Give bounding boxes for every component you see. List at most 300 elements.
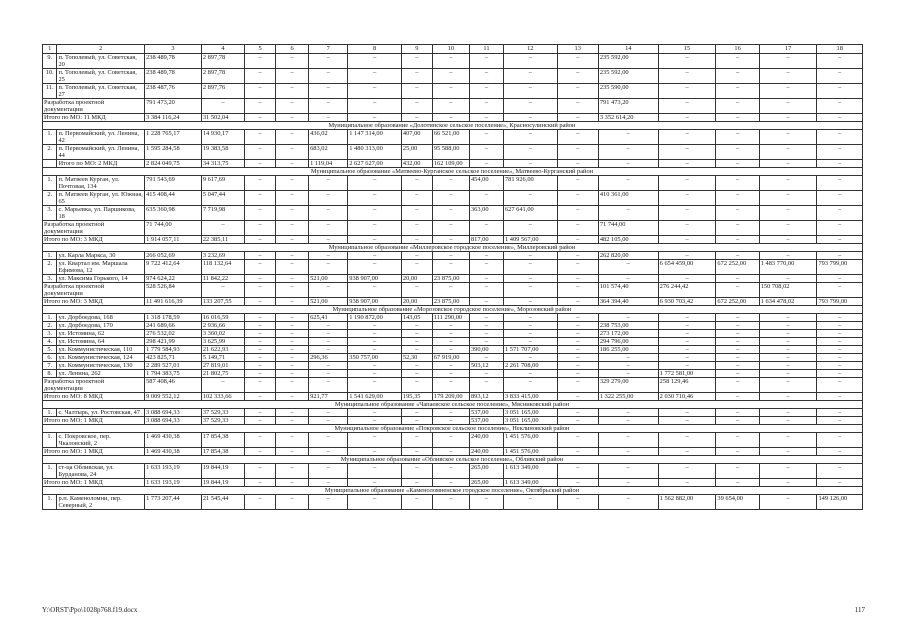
value-cell: 1 779 584,93: [145, 346, 202, 354]
value-cell: –: [658, 206, 716, 221]
row-number: 2.: [43, 260, 57, 275]
value-cell: –: [245, 370, 276, 378]
value-cell: –: [716, 433, 759, 448]
value-cell: –: [557, 260, 598, 275]
summary-row: [43, 448, 863, 456]
value-cell: 19 383,58: [201, 145, 244, 160]
value-cell: –: [716, 338, 759, 346]
value-cell: 1 480 313,00: [348, 145, 402, 160]
address-cell: п. Матвеев Курган, ул. Почтовая, 134: [57, 176, 145, 191]
value-cell: –: [245, 495, 276, 510]
value-cell: 781 926,00: [503, 176, 557, 191]
row-number: 10.: [43, 69, 57, 84]
value-cell: –: [557, 378, 598, 393]
value-cell: 258 129,46: [658, 378, 716, 393]
row-number: 3.: [43, 330, 57, 338]
value-cell: –: [716, 370, 759, 378]
value-cell: 37 529,33: [201, 417, 244, 425]
value-cell: –: [716, 176, 759, 191]
value-cell: 3 352 614,20: [598, 114, 658, 122]
value-cell: 3 088 694,33: [145, 409, 202, 417]
value-cell: –: [309, 236, 348, 244]
value-cell: –: [759, 252, 817, 260]
address-cell: п. Тополевый, ул. Советская, 20: [57, 54, 145, 69]
municipality-section-row: [43, 487, 863, 495]
value-cell: 265,00: [469, 464, 503, 479]
value-cell: 2 627 627,00: [348, 160, 402, 168]
value-cell: –: [557, 409, 598, 417]
value-cell: 1 469 430,38: [145, 448, 202, 456]
value-cell: –: [276, 370, 309, 378]
value-cell: –: [658, 448, 716, 456]
value-cell: –: [817, 69, 863, 84]
value-cell: –: [348, 409, 402, 417]
value-cell: –: [598, 314, 658, 322]
value-cell: 2 824 049,75: [145, 160, 202, 168]
value-cell: –: [432, 260, 469, 275]
value-cell: –: [598, 409, 658, 417]
value-cell: –: [348, 99, 402, 114]
value-cell: –: [557, 393, 598, 401]
value-cell: –: [658, 69, 716, 84]
value-cell: –: [503, 338, 557, 346]
value-cell: –: [348, 479, 402, 487]
value-cell: 195,35: [401, 393, 432, 401]
municipality-title: Муниципальное образование «Миллеровское городское поселение», Миллеровский район: [43, 244, 863, 252]
value-cell: –: [598, 417, 658, 425]
value-cell: –: [658, 54, 716, 69]
value-cell: –: [598, 433, 658, 448]
value-cell: –: [309, 370, 348, 378]
value-cell: 241 689,66: [145, 322, 202, 330]
value-cell: –: [348, 322, 402, 330]
address-cell: р.п. Каменоломни, пер. Северный, 2: [57, 495, 145, 510]
value-cell: –: [432, 417, 469, 425]
value-cell: 9 009 552,12: [145, 393, 202, 401]
value-cell: –: [503, 145, 557, 160]
value-cell: –: [276, 275, 309, 283]
value-cell: –: [348, 362, 402, 370]
value-cell: 415 408,44: [145, 191, 202, 206]
value-cell: 1 634 478,02: [759, 298, 817, 306]
address-cell: ул. Квартал им. Маршала Ефимова, 12: [57, 260, 145, 275]
value-cell: –: [309, 464, 348, 479]
municipality-title: Муниципальное образование «Чапаевское сельское поселение», Мясниковский район: [43, 401, 863, 409]
value-cell: –: [658, 314, 716, 322]
value-cell: –: [245, 298, 276, 306]
value-cell: –: [245, 409, 276, 417]
address-cell: ул. Истомина, 62: [57, 330, 145, 338]
table-row: [43, 330, 863, 338]
table-row: [43, 433, 863, 448]
municipality-section-row: [43, 122, 863, 130]
value-cell: –: [759, 191, 817, 206]
column-number: 15: [658, 45, 716, 54]
address-cell: п. Тополевый, ул. Советская, 27: [57, 84, 145, 99]
value-cell: –: [245, 433, 276, 448]
address-cell: ул. Дорбоедова, 170: [57, 322, 145, 330]
value-cell: –: [245, 464, 276, 479]
summary-row: [43, 417, 863, 425]
address-cell: п. Тополевый, ул. Советская, 25: [57, 69, 145, 84]
value-cell: –: [245, 448, 276, 456]
address-cell: ул. Коммунистическая, 124: [57, 354, 145, 362]
value-cell: –: [658, 433, 716, 448]
value-cell: –: [469, 283, 503, 298]
row-label: Разработка проектной документации: [43, 283, 145, 298]
value-cell: –: [817, 54, 863, 69]
value-cell: –: [276, 479, 309, 487]
value-cell: –: [401, 378, 432, 393]
value-cell: –: [245, 54, 276, 69]
value-cell: –: [245, 84, 276, 99]
value-cell: 1 409 567,00: [503, 236, 557, 244]
table-row: [43, 362, 863, 370]
value-cell: 1 595 284,58: [145, 145, 202, 160]
value-cell: –: [658, 354, 716, 362]
value-cell: 1 571 707,00: [503, 346, 557, 354]
value-cell: –: [401, 346, 432, 354]
value-cell: –: [598, 260, 658, 275]
value-cell: 2 030 710,46: [658, 393, 716, 401]
value-cell: –: [469, 191, 503, 206]
value-cell: 34 313,75: [201, 160, 244, 168]
value-cell: 683,02: [309, 145, 348, 160]
value-cell: 3 232,69: [201, 252, 244, 260]
value-cell: –: [658, 84, 716, 99]
value-cell: –: [245, 417, 276, 425]
value-cell: –: [276, 464, 309, 479]
value-cell: –: [557, 433, 598, 448]
value-cell: –: [759, 99, 817, 114]
value-cell: 1 190 872,00: [348, 314, 402, 322]
value-cell: 1 318 178,59: [145, 314, 202, 322]
municipality-title: Муниципальное образование «Обливское сельское поселение», Обливский район: [43, 456, 863, 464]
value-cell: 294 796,00: [598, 338, 658, 346]
value-cell: 9 722 412,64: [145, 260, 202, 275]
value-cell: –: [598, 370, 658, 378]
value-cell: –: [716, 393, 759, 401]
value-cell: –: [309, 252, 348, 260]
value-cell: –: [716, 145, 759, 160]
value-cell: 793 799,00: [817, 298, 863, 306]
value-cell: –: [276, 130, 309, 145]
value-cell: 410 361,00: [598, 191, 658, 206]
table-row: [43, 145, 863, 160]
value-cell: –: [201, 221, 244, 236]
row-label: Разработка проектной документации: [43, 378, 145, 393]
value-cell: –: [309, 479, 348, 487]
value-cell: 20,00: [401, 275, 432, 283]
value-cell: –: [309, 283, 348, 298]
value-cell: –: [716, 314, 759, 322]
value-cell: 31 502,04: [201, 114, 244, 122]
value-cell: –: [759, 354, 817, 362]
value-cell: –: [598, 479, 658, 487]
value-cell: 23 875,00: [432, 275, 469, 283]
value-cell: –: [432, 322, 469, 330]
address-cell: с. Покровское, пер. Чкаловский, 2: [57, 433, 145, 448]
value-cell: –: [557, 354, 598, 362]
value-cell: –: [658, 346, 716, 354]
value-cell: 423 825,71: [145, 354, 202, 362]
value-cell: 16 016,59: [201, 314, 244, 322]
table-row: [43, 252, 863, 260]
value-cell: –: [245, 314, 276, 322]
value-cell: –: [469, 338, 503, 346]
value-cell: –: [309, 448, 348, 456]
value-cell: 672 252,00: [716, 298, 759, 306]
value-cell: 1 451 576,00: [503, 448, 557, 456]
value-cell: 350 757,00: [348, 354, 402, 362]
value-cell: –: [598, 362, 658, 370]
value-cell: –: [658, 338, 716, 346]
value-cell: –: [817, 206, 863, 221]
value-cell: –: [348, 283, 402, 298]
value-cell: –: [598, 176, 658, 191]
value-cell: 11 491 616,39: [145, 298, 202, 306]
value-cell: –: [598, 275, 658, 283]
value-cell: –: [759, 221, 817, 236]
value-cell: –: [469, 370, 503, 378]
value-cell: –: [276, 145, 309, 160]
value-cell: –: [401, 409, 432, 417]
value-cell: 25,00: [401, 145, 432, 160]
municipality-title: Муниципальное образование «Каменоломненское городское поселение», Октябрьский район: [43, 487, 863, 495]
address-cell: ул. Коммунистическая, 130: [57, 362, 145, 370]
value-cell: –: [716, 283, 759, 298]
value-cell: –: [401, 330, 432, 338]
value-cell: –: [817, 252, 863, 260]
address-cell: ул. Карла Маркса, 30: [57, 252, 145, 260]
value-cell: –: [716, 322, 759, 330]
value-cell: –: [276, 409, 309, 417]
value-cell: –: [348, 69, 402, 84]
page-number: 117: [854, 606, 865, 614]
value-cell: –: [658, 362, 716, 370]
value-cell: 238 489,78: [145, 54, 202, 69]
value-cell: 938 907,00: [348, 298, 402, 306]
value-cell: 482 105,00: [598, 236, 658, 244]
value-cell: –: [658, 176, 716, 191]
value-cell: 20,00: [401, 298, 432, 306]
value-cell: 407,00: [401, 130, 432, 145]
value-cell: 1 322 255,00: [598, 393, 658, 401]
value-cell: 67 919,00: [432, 354, 469, 362]
row-label: Разработка проектной документации: [43, 99, 145, 114]
value-cell: –: [432, 84, 469, 99]
table-row: [43, 338, 863, 346]
value-cell: –: [309, 84, 348, 99]
value-cell: –: [309, 322, 348, 330]
value-cell: –: [759, 479, 817, 487]
value-cell: 625,41: [309, 314, 348, 322]
value-cell: –: [759, 160, 817, 168]
document-path: Y:\ORST\Ppo\1028p768.f19.docx: [42, 606, 138, 614]
address-cell: ул. Максима Горького, 14: [57, 275, 145, 283]
row-label: Итого по МО: 1 МКД: [43, 479, 145, 487]
value-cell: –: [401, 495, 432, 510]
value-cell: –: [401, 362, 432, 370]
table-row: [43, 495, 863, 510]
value-cell: –: [245, 362, 276, 370]
summary-row: [43, 393, 863, 401]
value-cell: –: [469, 130, 503, 145]
column-number: 13: [557, 45, 598, 54]
value-cell: –: [817, 448, 863, 456]
value-cell: 266 052,69: [145, 252, 202, 260]
value-cell: –: [309, 99, 348, 114]
table-row: [43, 69, 863, 84]
value-cell: 9 617,69: [201, 176, 244, 191]
value-cell: –: [598, 464, 658, 479]
value-cell: –: [245, 206, 276, 221]
value-cell: 17 854,38: [201, 448, 244, 456]
value-cell: 276 244,42: [658, 283, 716, 298]
table-row: [43, 346, 863, 354]
value-cell: 133 207,55: [201, 298, 244, 306]
summary-row: [43, 298, 863, 306]
value-cell: –: [716, 354, 759, 362]
value-cell: –: [469, 221, 503, 236]
value-cell: –: [557, 206, 598, 221]
value-cell: –: [759, 495, 817, 510]
value-cell: 21 622,93: [201, 346, 244, 354]
row-number: 4.: [43, 338, 57, 346]
value-cell: –: [201, 378, 244, 393]
value-cell: 101 574,40: [598, 283, 658, 298]
value-cell: –: [817, 393, 863, 401]
row-number: 1.: [43, 314, 57, 322]
value-cell: –: [759, 433, 817, 448]
address-cell: ул. Истомина, 64: [57, 338, 145, 346]
row-number: 2.: [43, 322, 57, 330]
column-number: 17: [759, 45, 817, 54]
value-cell: –: [432, 283, 469, 298]
value-cell: –: [432, 409, 469, 417]
value-cell: –: [557, 346, 598, 354]
value-cell: 37 529,33: [201, 409, 244, 417]
value-cell: –: [759, 330, 817, 338]
value-cell: –: [276, 206, 309, 221]
address-cell: с. Марьевка, ул. Паршикова, 18: [57, 206, 145, 221]
value-cell: –: [716, 464, 759, 479]
value-cell: –: [401, 54, 432, 69]
value-cell: –: [432, 221, 469, 236]
value-cell: –: [276, 378, 309, 393]
capital-repair-table: [42, 44, 863, 510]
value-cell: –: [309, 495, 348, 510]
value-cell: –: [276, 221, 309, 236]
value-cell: –: [716, 362, 759, 370]
value-cell: 791 473,20: [145, 99, 202, 114]
address-cell: п. Первомайский, ул. Ленина, 44: [57, 145, 145, 160]
value-cell: –: [716, 84, 759, 99]
value-cell: 627 641,00: [503, 206, 557, 221]
value-cell: 587 408,46: [145, 378, 202, 393]
value-cell: 240,00: [469, 433, 503, 448]
municipality-section-row: [43, 168, 863, 176]
row-number: 3.: [43, 206, 57, 221]
municipality-section-row: [43, 401, 863, 409]
address-cell: Итого по МО: 2 МКД: [57, 160, 145, 168]
value-cell: 3 384 116,24: [145, 114, 202, 122]
value-cell: 2 261 708,00: [503, 362, 557, 370]
value-cell: –: [432, 69, 469, 84]
value-cell: –: [557, 298, 598, 306]
value-cell: –: [201, 283, 244, 298]
value-cell: –: [401, 479, 432, 487]
value-cell: –: [557, 236, 598, 244]
value-cell: –: [503, 314, 557, 322]
address-cell: с. Чалтырь, ул. Ростовская, 47: [57, 409, 145, 417]
value-cell: –: [817, 433, 863, 448]
value-cell: 5 047,44: [201, 191, 244, 206]
value-cell: –: [817, 338, 863, 346]
value-cell: –: [276, 176, 309, 191]
value-cell: –: [309, 433, 348, 448]
value-cell: –: [245, 221, 276, 236]
value-cell: 817,00: [469, 236, 503, 244]
value-cell: –: [503, 378, 557, 393]
value-cell: –: [759, 69, 817, 84]
value-cell: –: [503, 84, 557, 99]
value-cell: –: [759, 114, 817, 122]
value-cell: 21 545,44: [201, 495, 244, 510]
row-number: 6.: [43, 354, 57, 362]
value-cell: –: [245, 69, 276, 84]
value-cell: –: [658, 160, 716, 168]
value-cell: –: [817, 354, 863, 362]
value-cell: –: [817, 378, 863, 393]
value-cell: –: [658, 252, 716, 260]
value-cell: 1 773 207,44: [145, 495, 202, 510]
value-cell: –: [276, 84, 309, 99]
value-cell: –: [348, 176, 402, 191]
value-cell: –: [716, 160, 759, 168]
value-cell: –: [716, 114, 759, 122]
value-cell: 179 209,00: [432, 393, 469, 401]
value-cell: –: [309, 417, 348, 425]
value-cell: –: [432, 338, 469, 346]
value-cell: –: [276, 393, 309, 401]
value-cell: 3 833 415,00: [503, 393, 557, 401]
value-cell: –: [276, 160, 309, 168]
value-cell: –: [348, 54, 402, 69]
value-cell: –: [245, 275, 276, 283]
value-cell: 1 147 314,00: [348, 130, 402, 145]
value-cell: 1 633 193,19: [145, 479, 202, 487]
value-cell: –: [469, 495, 503, 510]
value-cell: –: [348, 236, 402, 244]
value-cell: –: [401, 283, 432, 298]
value-cell: –: [503, 330, 557, 338]
value-cell: –: [557, 417, 598, 425]
value-cell: –: [348, 370, 402, 378]
value-cell: –: [245, 114, 276, 122]
value-cell: –: [348, 378, 402, 393]
value-cell: 635 360,98: [145, 206, 202, 221]
value-cell: 19 844,19: [201, 479, 244, 487]
value-cell: –: [245, 130, 276, 145]
value-cell: –: [432, 370, 469, 378]
table-row: [43, 370, 863, 378]
row-number: 2.: [43, 145, 57, 160]
value-cell: –: [276, 99, 309, 114]
value-cell: –: [658, 221, 716, 236]
table-row: [43, 130, 863, 145]
column-number: 14: [598, 45, 658, 54]
